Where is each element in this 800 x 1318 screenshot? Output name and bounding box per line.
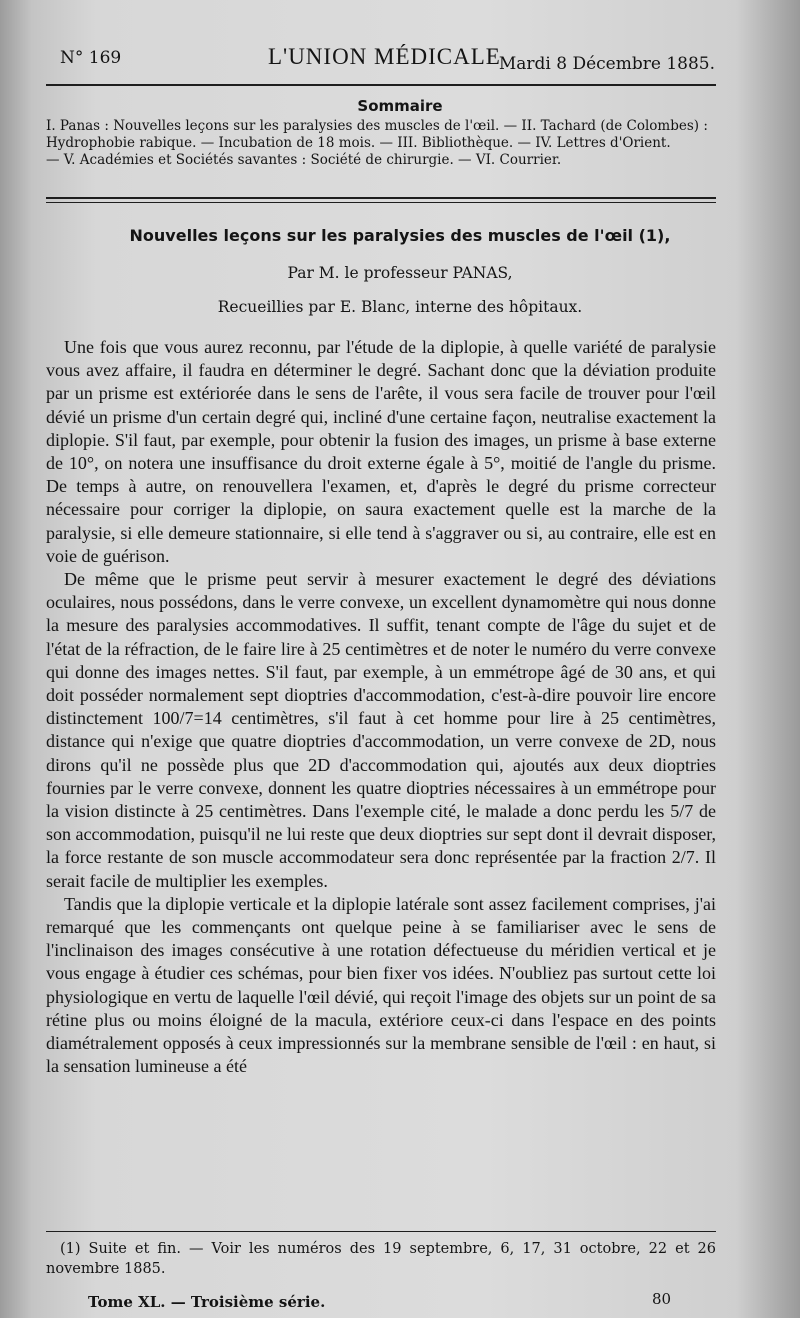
sommaire-heading: Sommaire <box>357 97 443 115</box>
issue-date: Mardi 8 Décembre 1885. <box>498 54 715 74</box>
article-paragraph: Une fois que vous aurez reconnu, par l'étude de la diplopie, à quelle variété de paralysie vous avez affaire, il faudra en déterminer le degré. Sachant donc que la déviation produite par un prisme est extériorée dans le sens de l'arête, il vous sera facile de trouver pour l'œil dévié un prisme d'un certain degré qui, incliné d'une certaine façon, neutralise exactement la diplopie. S'il faut, par exemple, pour obtenir la fusion des images, un prisme à base externe de 10°, on notera une insuffisance du droit externe égale à 5°, moitié de l'angle du prisme. De temps à autre, on renouvellera l'examen, et, d'après le degré du prisme correcteur nécessaire pour corriger la diplopie, on saura exactement quelle est la marche de la paralysie, si elle demeure stationnaire, si elle tend à s'aggraver ou si, au contraire, elle est en voie de guérison. <box>46 337 716 566</box>
page-number: 80 <box>652 1290 672 1308</box>
footnote: (1) Suite et fin. — Voir les numéros des 19 septembre, 6, 17, 31 octobre, 22 et 26 novembre 1885. <box>46 1241 716 1277</box>
article-title: Nouvelles leçons sur les paralysies des muscles de l'œil (1), <box>129 226 671 245</box>
article-paragraph: Tandis que la diplopie verticale et la diplopie latérale sont assez facilement comprises, j'ai remarqué que les commençants ont quelque peine à se familiariser avec le sens de l'inclinaison des images consécutive à une rotation défectueuse du méridien vertical et je vous engage à étudier ces schémas, pour bien fixer vos idées. N'oubliez pas surtout cette loi physiologique en vertu de laquelle l'œil dévié, qui reçoit l'image des objets sur un point de sa rétine plus ou moins éloigné de la macula, extériore ceux-ci dans l'espace en des points diamétralement opposés à ceux impressionnés sur la membrane sensible de l'œil : en haut, si la sensation lumineuse a été <box>46 893 716 1077</box>
sommaire-line: Hydrophobie rabique. — Incubation de 18 mois. — III. Bibliothèque. — IV. Lettres d'Orient. <box>46 135 671 151</box>
article-body <box>46 336 716 1079</box>
page-header <box>60 42 715 82</box>
journal-title: L'UNION MÉDICALE <box>268 44 501 69</box>
article-author: Par M. le professeur PANAS, <box>287 264 513 282</box>
sommaire-rule-bottom <box>46 202 716 203</box>
sommaire-line: — V. Académies et Sociétés savantes : Société de chirurgie. — VI. Courrier. <box>46 152 562 168</box>
sommaire-block <box>46 118 716 169</box>
sommaire-rule-top <box>46 197 716 199</box>
header-rule <box>46 84 716 86</box>
footnote-rule <box>46 1231 716 1232</box>
issue-number: N° 169 <box>60 48 122 68</box>
article-paragraph: De même que le prisme peut servir à mesurer exactement le degré des déviations oculaires, nous possédons, dans le verre convexe, un excellent dynamomètre qui nous donne la mesure des paralysies accommodatives. Il suffit, tenant compte de l'âge du sujet et de l'état de la réfraction, de le faire lire à 25 centimètres et de noter le numéro du verre convexe qui donne des images nettes. S'il faut, par exemple, à un emmétrope âgé de 30 ans, et qui doit posséder normalement sept dioptries d'accommodation, c'est-à-dire pouvoir lire encore distinctement 100/7=14 centimètres, s'il faut à cet homme pour lire à 25 centimètres, distance qui n'exige que quatre dioptries d'accommodation, un verre convexe de 2D, nous dirons qu'il ne possède plus que 2D d'accommodation qui, ajoutés aux deux dioptries fournies par le verre convexe, donnent les quatre dioptries nécessaires à un emmétrope pour la vision distincte à 25 centimètres. Dans l'exemple cité, le malade a donc perdu les 5/7 de son accommodation, puisqu'il ne lui reste que deux dioptries sur sept dont il devrait disposer, la force restante de son muscle accommodateur sera donc représentée par la fraction 2/7. Il serait facile de multiplier les exemples. <box>46 569 716 891</box>
volume-label: Tome XL. — Troisième série. <box>88 1293 326 1311</box>
sommaire-line: I. Panas : Nouvelles leçons sur les paralysies des muscles de l'œil. — II. Tachard (de Colombes) : <box>46 118 708 134</box>
article-collected-by: Recueillies par E. Blanc, interne des hôpitaux. <box>217 298 583 316</box>
